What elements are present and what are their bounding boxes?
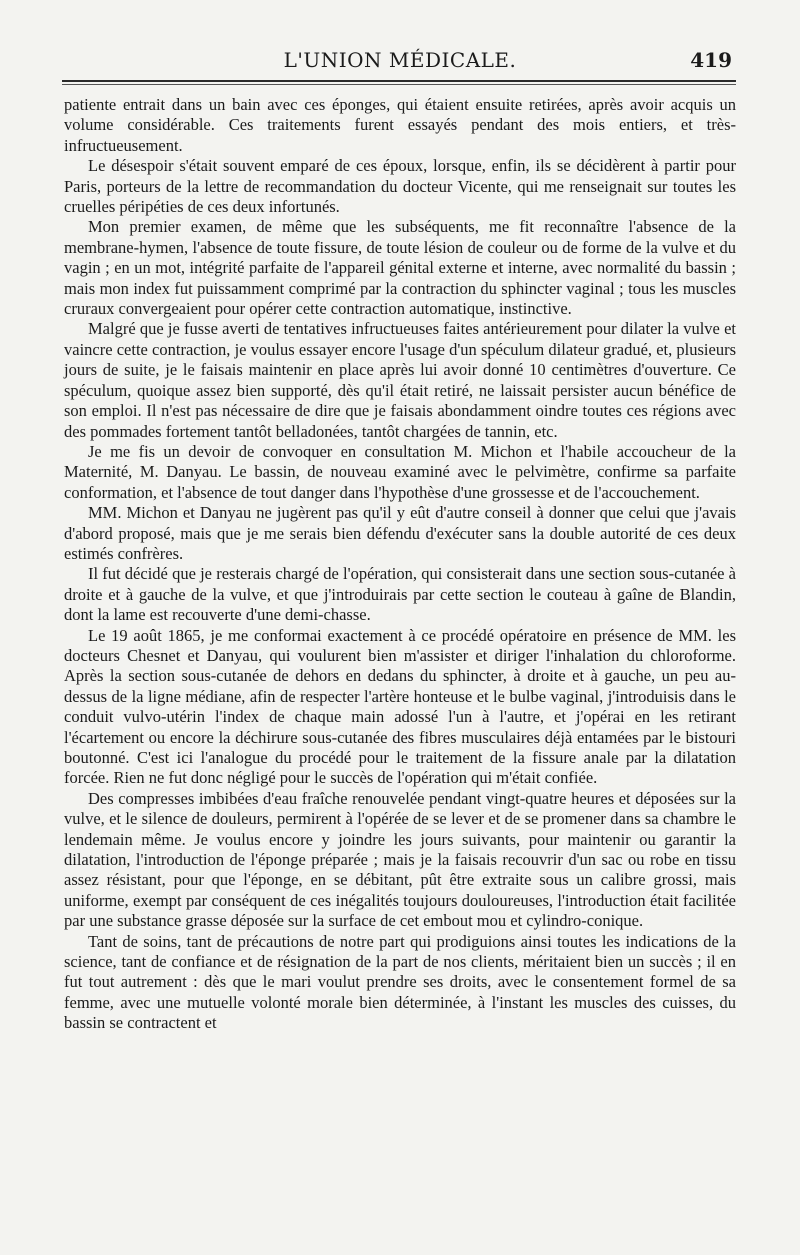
header-rule-thin [62,84,736,85]
header-rule [62,80,736,82]
paragraph: patiente entrait dans un bain avec ces éponges, qui étaient ensuite retirées, après avoir acquis un volume considérable. Ces traitements furent essayés pendant des mois entiers, et très-infructueusement. [64,95,736,155]
paragraph: MM. Michon et Danyau ne jugèrent pas qu'il y eût d'autre conseil à donner que celui que j'avais d'abord proposé, mais que je me serais bien défendu d'exécuter sans la double autorité de ces deux estimés confrères. [64,503,736,563]
paragraph: Le 19 août 1865, je me conformai exactement à ce procédé opératoire en présence de MM. les docteurs Chesnet et Danyau, qui voulurent bien m'assister et diriger l'inhalation du chloroforme. Après la section sous-cutanée de dehors en dedans du sphincter, à droite et à gauche, un peu au-dessus de la ligne médiane, afin de respecter l'artère honteuse et le bulbe vaginal, j'introduisis dans le conduit vulvo-utérin l'index de chaque main adossé l'un à l'autre, et j'opérai en les retirant l'écartement ou encore la déchirure sous-cutanée des fibres musculaires déjà entamées par le bistouri boutonné. C'est ici l'analogue du procédé pour le traitement de la fissure anale par la dilatation forcée. Rien ne fut donc négligé pour le succès de l'opération qui m'était confiée. [64,625,736,788]
page-number: 419 [690,48,732,72]
paragraph: Il fut décidé que je resterais chargé de l'opération, qui consisterait dans une section sous-cutanée à droite et à gauche de la vulve, et que j'introduirais par cette section le couteau à gaîne de Blandin, dont la lame est recouverte d'une demi-chasse. [64,564,736,625]
page-header [64,44,736,76]
paragraph: Le désespoir s'était souvent emparé de ces époux, lorsque, enfin, ils se décidèrent à partir pour Paris, porteurs de la lettre de recommandation du docteur Vicente, qui me renseignait sur toutes les cruelles péripéties de ces deux infortunés. [64,156,736,217]
body-text [64,95,736,1034]
paragraph: Des compresses imbibées d'eau fraîche renouvelée pendant vingt-quatre heures et déposées sur la vulve, et le silence de douleurs, permirent à l'opérée de se lever et de se promener dans sa chambre le lendemain même. Je voulus encore y joindre les jours suivants, pour maintenir ou garantir la dilatation, l'introduction de l'éponge préparée ; mais je la faisais recouvrir d'un sac ou robe en tissu assez résistant, pour que l'éponge, en se débitant, pût être extraite sous un calibre grossi, mais uniforme, exempt par conséquent de ces inégalités toujours douloureuses, l'introduction était facilitée par une substance grasse déposée sur la surface de cet embout mou et cylindro-conique. [64,788,736,931]
paragraph: Tant de soins, tant de précautions de notre part qui prodiguions ainsi toutes les indications de la science, tant de confiance et de résignation de la part de nos clients, méritaient bien un succès ; il en fut tout autrement : dès que le mari voulut prendre ses droits, avec le consentement formel de sa femme, avec une mutuelle volonté morale bien déterminée, à l'instant les muscles des cuisses, du bassin se contractent et [64,931,736,1033]
running-title: L'UNION MÉDICALE. [283,48,517,72]
paragraph: Mon premier examen, de même que les subséquents, me fit reconnaître l'absence de la membrane-hymen, l'absence de toute fissure, de toute lésion de couleur ou de forme de la vulve et du vagin ; en un mot, intégrité parfaite de l'appareil génital externe et interne, avec normalité du bassin ; mais mon index fut puissamment comprimé par la contraction du sphincter vaginal ; tous les muscles cruraux convergeaient pour opérer cette contraction automatique, instinctive. [64,217,736,319]
paragraph: Malgré que je fusse averti de tentatives infructueuses faites antérieurement pour dilater la vulve et vaincre cette contraction, je voulus essayer encore l'usage d'un spéculum dilateur gradué, et, plusieurs jours de suite, je le faisais maintenir en place après lui avoir donné 10 centimètres d'ouverture. Ce spéculum, quoique assez bien supporté, dès qu'il était retiré, ne laissait persister aucun bénéfice de son emploi. Il n'est pas nécessaire de dire que je faisais abondamment oindre toutes ces régions avec des pommades fortement tantôt belladonées, tantôt chargées de tannin, etc. [64,319,736,441]
paragraph: Je me fis un devoir de convoquer en consultation M. Michon et l'habile accoucheur de la Maternité, M. Danyau. Le bassin, de nouveau examiné avec le pelvimètre, confirme sa parfaite conformation, et l'absence de tout danger dans l'hypothèse d'une grossesse et de l'accouchement. [64,441,736,502]
